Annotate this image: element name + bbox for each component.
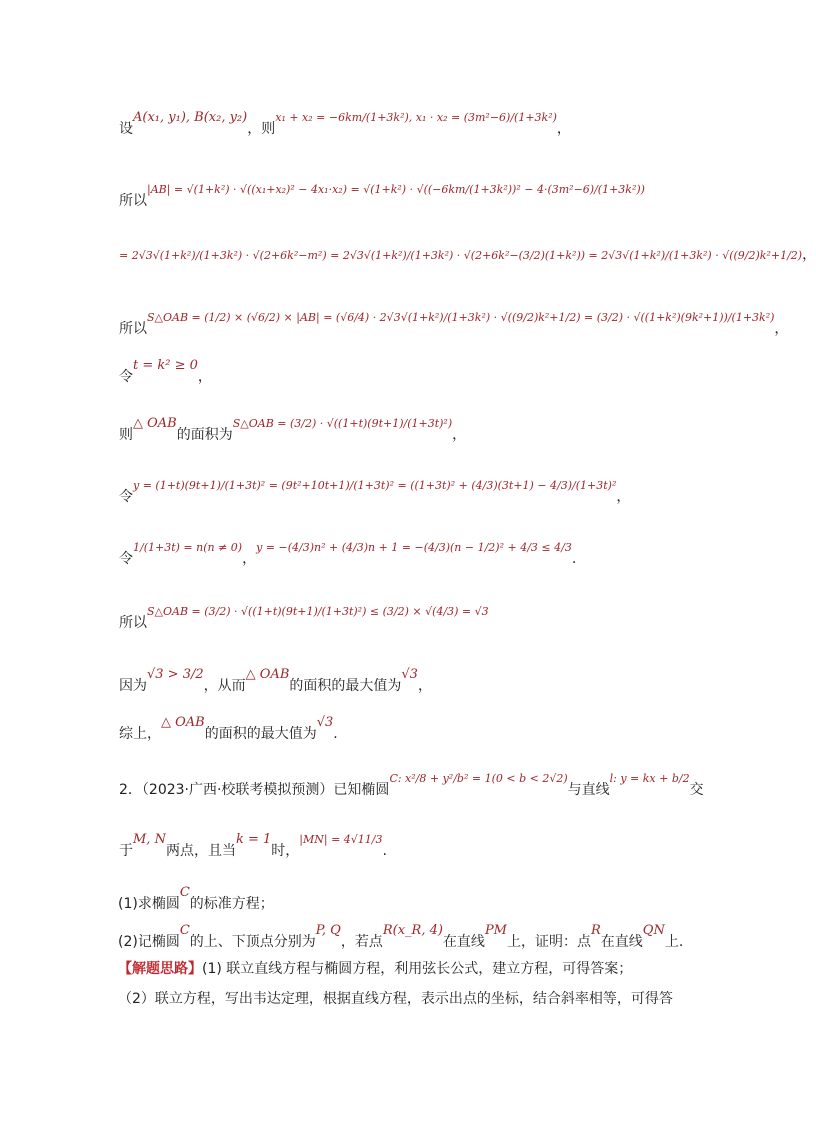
line-y-definition: 令$^{y = (1+t)(9t+1)/(1+3t)^2 = (9t^2+10t+1)/(1+3t)^2 = ((1+3t)^2 + (4/3)(3t+1) - 4/3)/(1+3t)^2}$， xyxy=(119,479,631,505)
solution-hint-part-1: 【解题思路】(1) 联立直线方程与椭圆方程，利用弦长公式，建立方程，可得答案； xyxy=(118,961,633,977)
line-area-expression: 所以$^{S\triangle OAB = (1/2) \times (√6/2) \times |AB| = (√6/4) \cdot 2√3√(1+k^2)/(1+3k^2) \cdot √((9/2)k^2+1/2) = (3/2) \cdot √((1+k^2)(9k^2+1))/(1+3k^2)}$， xyxy=(119,311,789,337)
line-n-substitution: 令$^{1/(1+3t) = n(n \ne 0)}$，$^{y = -(4/3)n^2 + (4/3)n + 1 = -(4/3)(n - 1/2)^2 + 4/3 \le 4/3}$. xyxy=(119,541,577,567)
problem-2-part-2: (2)记椭圆C的上、下顶点分别为P, Q，若点R(x_R, 4)在直线PM上，证明：点R在直线QN上. xyxy=(118,923,684,950)
problem-2-statement: 2．（2023·广西·校联考模拟预测）已知椭圆$^{C: x^2/8 + y^2/b^2 = 1(0 < b < 2√2)}$与直线$^{l: y = kx + b/2}$交 xyxy=(119,772,704,798)
line-conclusion: 综上，△ OAB的面积的最大值为√3. xyxy=(119,715,338,742)
line-max-reason: 因为√3 > 3/2，从而△ OAB的面积的最大值为√3， xyxy=(119,667,432,694)
line-chord-length: 所以$^{|AB| = √(1+k^2) \cdot √((x_1+x_2)^2 - 4x_1\cdot x_2) = √(1+k^2) \cdot √((-6km/(1+3k^2))^2 - 4\cdot(3m^2-6)/(1+3k^2))}$ xyxy=(119,183,645,209)
line-intersection-setup: 设A(x₁, y₁), B(x₂, y₂)，则$^{x_1 + x_2 = -6km/(1+3k^2), x_1 \cdot x_2 = (3m^2-6)/(1+3k^2)}$， xyxy=(119,110,571,137)
solution-hint-part-2: （2）联立方程，写出韦达定理，根据直线方程，表示出点的坐标，结合斜率相等，可得答 xyxy=(118,991,673,1007)
line-chord-simplify: = 2√3√(1+k²)/(1+3k²) · √(2+6k²−m²) = 2√3√(1+k²)/(1+3k²) · √(2+6k²−(3/2)(1+k²)) = 2√3√(1+k²)/(1+3k²) · √((9/2)k²+1/2)， xyxy=(119,247,816,263)
line-area-in-t: 则△ OAB的面积为$^{S\triangle OAB = (3/2) \cdot √((1+t)(9t+1)/(1+3t)^2)}$， xyxy=(119,416,467,443)
problem-2-part-1: (1)求椭圆C的标准方程； xyxy=(118,885,274,912)
line-area-bound: 所以$^{S\triangle OAB = (3/2) \cdot √((1+t)(9t+1)/(1+3t)^2) \le (3/2) \times √(4/3) = √3}$ xyxy=(119,605,489,631)
line-substitution-t: 令t = k² ≥ 0， xyxy=(119,358,212,385)
problem-2-condition: 于M, N两点，且当k = 1时，$^{|MN| = 4√11/3}$. xyxy=(119,832,387,859)
